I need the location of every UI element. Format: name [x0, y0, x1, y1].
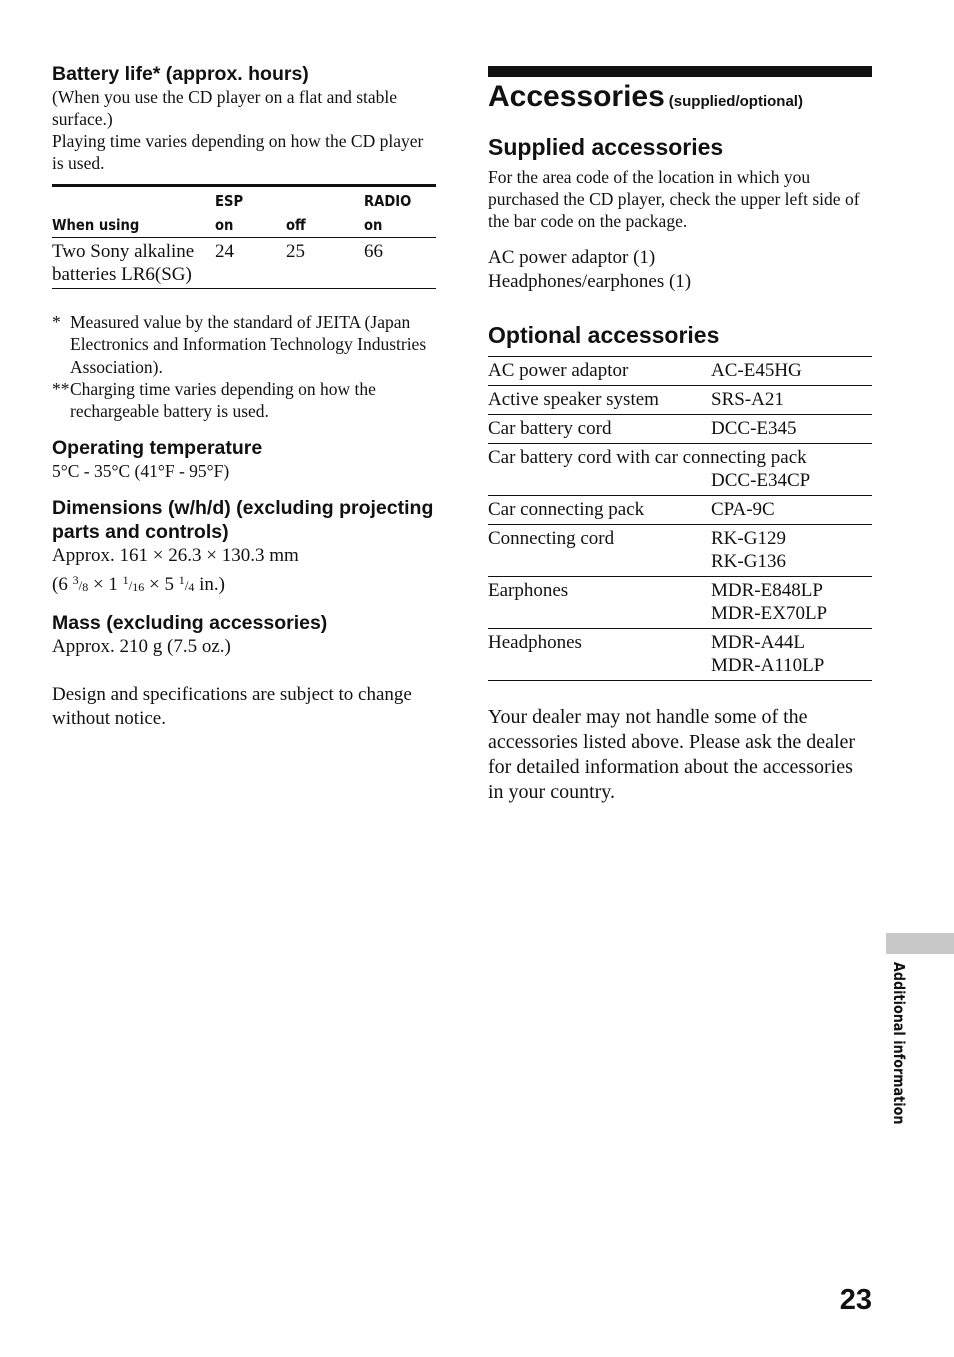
footnotes: [52, 311, 436, 422]
table-row: [488, 629, 872, 681]
accessory-models: [711, 386, 872, 415]
accessory-model: MDR-E848LP: [711, 580, 823, 601]
operating-temperature-section: [52, 436, 436, 482]
dimensions-heading: Dimensions (w/h/d) (excluding projecting parts and controls): [52, 497, 434, 544]
table-header-esp-on: ESP on: [215, 186, 275, 238]
accessory-model: RK-G136: [711, 551, 786, 572]
table-header-off: off: [286, 186, 352, 238]
accessory-name: Headphones: [488, 629, 711, 681]
accessory-model: MDR-A44L: [711, 632, 805, 653]
dimensions-section: [52, 496, 436, 599]
supplied-accessories-heading: Supplied accessories: [488, 134, 724, 160]
accessory-model: RK-G129: [711, 528, 786, 549]
table-header-radio-on: RADIO on: [364, 186, 425, 238]
battery-life-heading: Battery life* (approx. hours): [52, 63, 309, 85]
accessory-name: Car battery cord: [488, 415, 711, 444]
footnote-mark: *: [52, 312, 61, 332]
table-row: [488, 357, 872, 386]
optional-accessories-heading: Optional accessories: [488, 322, 720, 348]
accessory-model: AC-E45HG: [711, 360, 802, 381]
footnote-charging: [52, 378, 436, 423]
footnote-jeita: [52, 311, 436, 378]
supplied-intro: For the area code of the location in which you purchased the CD player, check the upper left side of the bar code on the package.: [488, 167, 860, 231]
section-top-rule: [488, 66, 872, 77]
battery-life-table: [52, 184, 436, 289]
table-cell-off: 25: [286, 238, 364, 289]
accessory-models: [711, 357, 872, 386]
side-section-label: Additional information: [890, 962, 908, 1125]
accessory-model: CPA-9C: [711, 499, 775, 520]
accessories-title: Accessories (supplied/optional): [488, 80, 803, 113]
table-row: [52, 238, 436, 289]
accessory-model: DCC-E345: [711, 418, 797, 439]
footnote-mark: **: [52, 378, 70, 399]
optional-accessories-table: [488, 356, 872, 681]
battery-note-playing: Playing time varies depending on how the CD player is used.: [52, 131, 424, 173]
accessory-cell: [488, 444, 872, 496]
operating-temperature-heading: Operating temperature: [52, 437, 263, 460]
list-item: Headphones/earphones (1): [488, 271, 692, 292]
table-header-when-using: When using: [52, 186, 191, 238]
accessories-title-sub: (supplied/optional): [668, 93, 803, 110]
accessory-name: Car connecting pack: [488, 496, 711, 525]
accessory-models: [711, 525, 872, 577]
table-cell-esp-on: 24: [215, 238, 286, 289]
accessory-name: Car battery cord with car connecting pack: [488, 447, 807, 468]
accessory-model: MDR-EX70LP: [711, 603, 828, 624]
right-column: [488, 66, 872, 805]
accessory-model: SRS-A21: [711, 389, 784, 410]
accessory-name: Earphones: [488, 577, 711, 629]
accessory-models: [711, 496, 872, 525]
table-row: [488, 444, 872, 496]
accessory-name: Active speaker system: [488, 386, 711, 415]
mass-section: [52, 611, 436, 659]
battery-table-header-row: [52, 186, 436, 238]
table-row: [488, 415, 872, 444]
supplied-items: [488, 246, 872, 294]
section-thumb-tab: [886, 933, 954, 954]
dimensions-metric: Approx. 161 × 26.3 × 130.3 mm: [52, 545, 299, 567]
mass-value: Approx. 210 g (7.5 oz.): [52, 636, 231, 658]
dealer-note: Your dealer may not handle some of the accessories listed above. Please ask the dealer for detailed information about the accessories in your country.: [488, 706, 856, 803]
accessory-model: MDR-A110LP: [711, 655, 825, 676]
table-cell-battery-type: Two Sony alkaline batteries LR6(SG): [52, 238, 215, 289]
page-number: 23: [839, 1284, 872, 1316]
table-row: [488, 386, 872, 415]
table-row: [488, 525, 872, 577]
mass-heading: Mass (excluding accessories): [52, 612, 328, 635]
table-row: [488, 496, 872, 525]
table-row: [488, 577, 872, 629]
accessory-name: AC power adaptor: [488, 357, 711, 386]
footnote-text: Charging time varies depending on how the rechargeable battery is used.: [70, 378, 376, 422]
list-item: AC power adaptor (1): [488, 247, 656, 268]
footnote-text: Measured value by the standard of JEITA (Japan Electronics and Information Technology Industries Association).: [70, 312, 427, 377]
left-column: [52, 62, 436, 731]
operating-temperature-value: 5°C - 35°C (41°F - 95°F): [52, 461, 230, 482]
accessory-models: [711, 577, 872, 629]
table-cell-radio-on: 66: [364, 238, 436, 289]
accessory-models: [711, 415, 872, 444]
dimensions-imperial: (6 $^3/_8 \times 1$ $^1/_{16} \times 5$ $^1/_4$ in.): [52, 573, 225, 596]
specs-disclaimer: Design and specifications are subject to change without notice.: [52, 684, 412, 730]
accessory-models: [711, 629, 872, 681]
accessory-name: Connecting cord: [488, 525, 711, 577]
battery-note-surface: (When you use the CD player on a flat and stable surface.): [52, 87, 398, 129]
accessory-model: DCC-E34CP: [711, 470, 811, 491]
